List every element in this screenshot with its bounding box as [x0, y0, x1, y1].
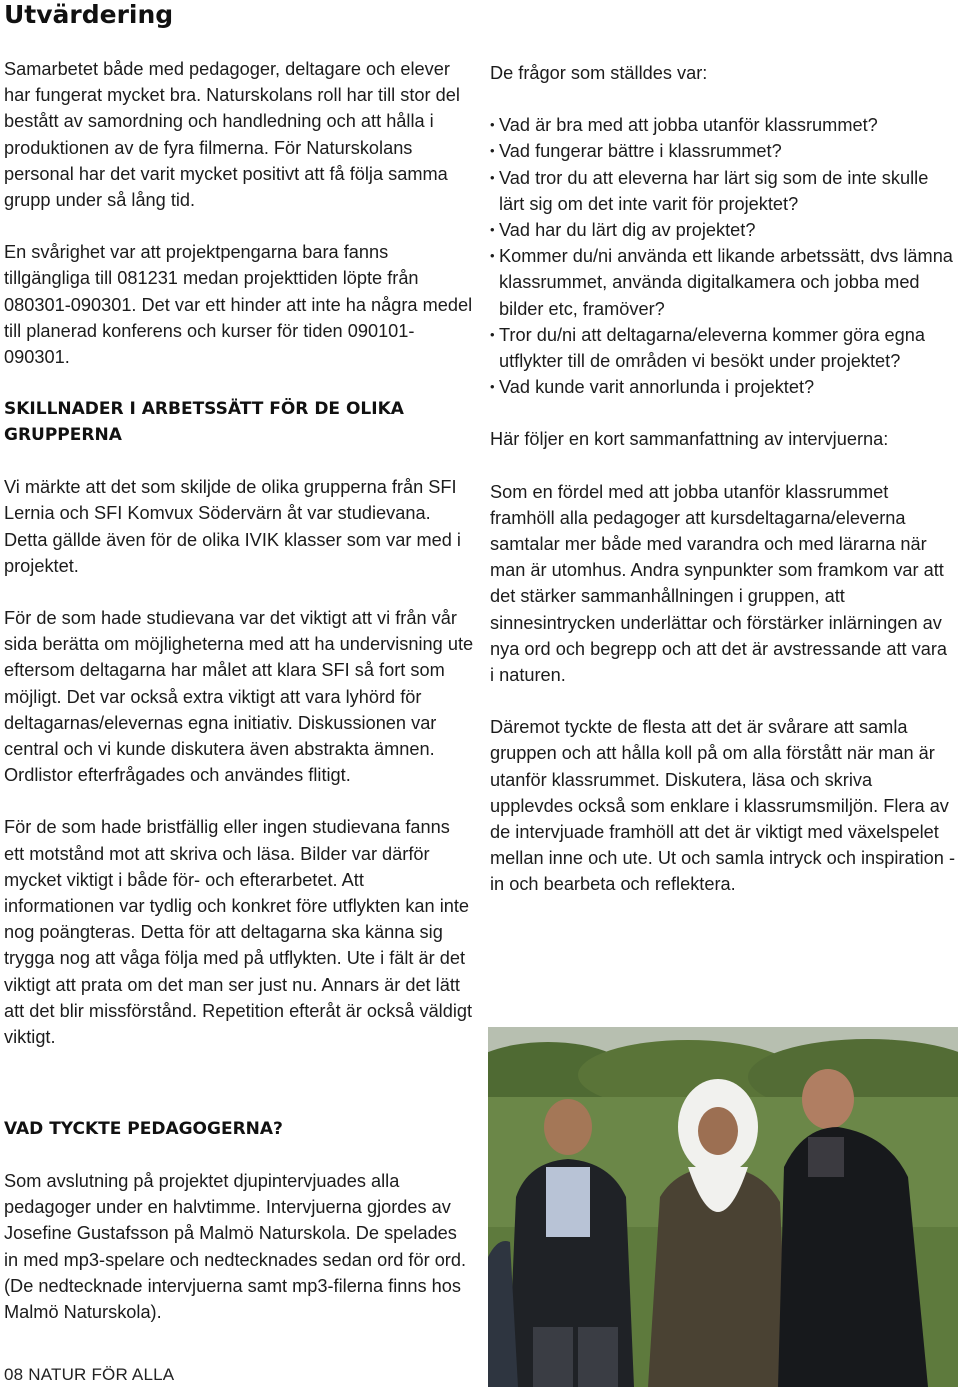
- left-column: [4, 56, 474, 1050]
- question-item: • Vad har du lärt dig av projektet?: [490, 217, 956, 243]
- paragraph: En svårighet var att projektpengarna bara fanns tillgängliga till 081231 medan projekttiden löpte från 080301-090301. Det var ett hinder att inte ha några medel till planerad konferens och kurser för tiden 090101-090301.: [4, 242, 473, 368]
- right-column: [490, 60, 956, 898]
- section-heading: VAD TYCKTE PEDAGOGERNA?: [4, 1119, 283, 1139]
- paragraph: Samarbetet både med pedagoger, deltagare och elever har fungerat mycket bra. Naturskolans roll har till stor del bestått av samordning och handledning och att hålla i produktionen av de fyra filmerna. För Naturskolans personal har det varit mycket positivt att få följa samma grupp under så lång tid.: [4, 59, 460, 211]
- question-item: • Vad kunde varit annorlunda i projektet?: [490, 374, 956, 400]
- teacher-section: [4, 1116, 474, 1325]
- question-item: • Tror du/ni att deltagarna/eleverna kommer göra egna utflykter till de områden vi besökt under projektet?: [490, 322, 956, 374]
- paragraph: Här följer en kort sammanfattning av intervjuerna:: [490, 429, 889, 450]
- paragraph: För de som hade bristfällig eller ingen studievana fanns ett motstånd mot att skriva och läsa. Bilder var därför mycket viktigt i både för- och efterarbetet. Att informationen var tydlig och konkret före utflykten kan inte nog poängteras. Detta för att deltagarna ska känna sig trygga nog att våga följa med på utflykten. Ute i fält är det viktigt att prata om det man ser just nu. Annars är det lätt att det blir missförstånd. Repetition efteråt är också väldigt viktigt.: [4, 817, 473, 1048]
- paragraph: Som avslutning på projektet djupintervjuades alla pedagoger under en halvtimme. Intervjuerna gjordes av Josefine Gustafsson på Malmö Naturskola. De spelades in med mp3-spelare och nedtecknades sedan ord för ord. (De nedtecknade intervjuerna samt mp3-filerna finns hos Malmö Naturskola).: [4, 1171, 467, 1323]
- paragraph: Däremot tyckte de flesta att det är svårare att samla gruppen och att hålla koll på om alla förstått när man är utanför klassrummet. Diskutera, läsa och skriva upplevdes också som enklare i klassrumsmiljön. Flera av de intervjuade framhöll att det är viktigt med växelspelet mellan inne och ute. Ut och samla intryck och inspiration - in och bearbeta och reflektera.: [490, 717, 956, 895]
- photo-illustration: [488, 1027, 958, 1387]
- paragraph: Som en fördel med att jobba utanför klassrummet framhöll alla pedagoger att kursdeltagarna/eleverna samtalar mer både med varandra och med lärarna när man är utomhus. Andra synpunkter som framkom var att det stärker sammanhållningen i gruppen, att sinnesintrycken underlättar och förstärker inlärningen av nya ord och begrepp och att det är avstressande att vara i naturen.: [490, 481, 947, 686]
- question-item: • Kommer du/ni använda ett likande arbetssätt, dvs lämna klassrummet, använda digitalkamera och jobba med bilder etc, framöver?: [490, 243, 956, 322]
- paragraph: Vi märkte att det som skiljde de olika grupperna från SFI Lernia och SFI Komvux Södervärn åt var studievana. Detta gällde även för de olika IVIK klasser som var med i projektet.: [4, 477, 461, 576]
- question-list: [490, 112, 956, 400]
- questions-intro: De frågor som ställdes var:: [490, 63, 708, 83]
- question-item: • Vad är bra med att jobba utanför klassrummet?: [490, 112, 956, 138]
- page-title: Utvärdering: [4, 0, 174, 29]
- paragraph: För de som hade studievana var det viktigt att vi från vår sida berätta om möjligheterna med att ha undervisning ute eftersom deltagarna har målet att klara SFI så fort som möjligt. Det var också extra viktigt att vara lyhörd för deltagarnas/elevernas egna initiativ. Diskussionen var central och vi kunde diskutera även abstrakta ämnen. Ordlistor efterfrågades och användes flitigt.: [4, 608, 474, 786]
- page-footer: 08 NATUR FÖR ALLA: [4, 1365, 175, 1384]
- question-item: • Vad tror du att eleverna har lärt sig som de inte skulle lärt sig om det inte varit för projektet?: [490, 165, 956, 217]
- section-heading: SKILLNADER I ARBETSSÄTT FÖR DE OLIKA GRUPPERNA: [4, 399, 404, 446]
- question-item: • Vad fungerar bättre i klassrummet?: [490, 138, 956, 164]
- group-photo: [488, 1027, 958, 1387]
